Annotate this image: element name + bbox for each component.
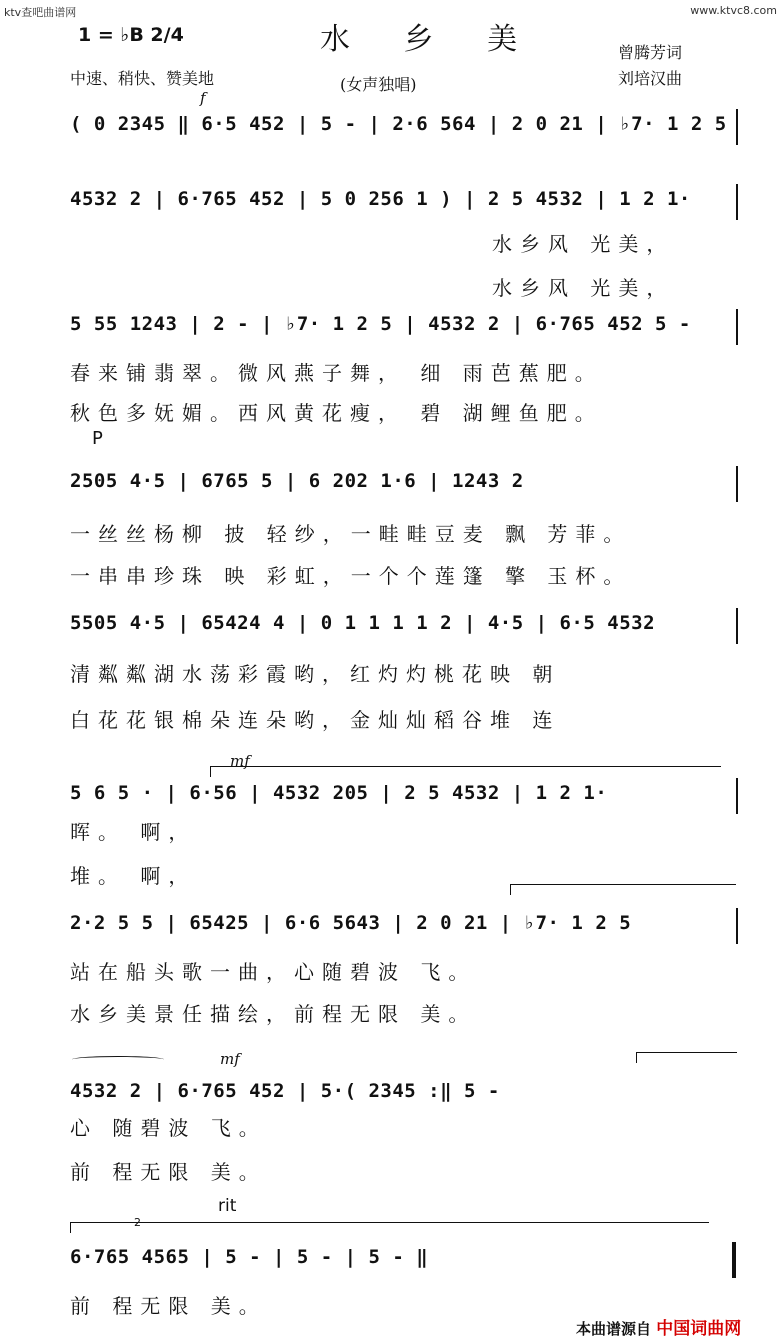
notation-line [70, 774, 738, 810]
barline [736, 309, 738, 345]
barline [736, 608, 738, 644]
lyricist: 曾腾芳词 [618, 43, 683, 62]
notation-line [70, 1072, 738, 1108]
performance-mark: P [92, 428, 103, 449]
lyric-verse-1: 水乡风 光美， [492, 232, 675, 256]
dynamic-mark: mf [220, 1050, 240, 1068]
final-barline [732, 1242, 736, 1278]
notes: 4532 2 | 6·765 452 | 5 0 256 1 ) | 2 5 4532 | 1 2 1· [70, 188, 691, 210]
notes: 5 6 5 · | 6·56 | 4532 205 | 2 5 4532 | 1 2 1· [70, 782, 608, 804]
notes: ( 0 2345 ‖ 6·5 452 | 5 - | 2·6 564 | 2 0 21 | ♭7· 1 2 5 [70, 113, 727, 135]
ending-number: 2 [134, 1216, 141, 1229]
barline [736, 466, 738, 502]
lyric-verse-2: 水乡风 光美， [492, 276, 675, 300]
notes: 6·765 4565 | 5 - | 5 - | 5 - ‖ [70, 1246, 429, 1268]
lyric-verse-1: 晖。 啊， [70, 820, 197, 844]
lyric-verse-1: 心 随碧波 飞。 [70, 1116, 267, 1140]
notation-line [70, 180, 738, 216]
key-signature: 1 = ♭B 2/4 [78, 24, 184, 46]
performance-mark: rit [218, 1196, 237, 1216]
source-label: 本曲谱源自 [576, 1320, 652, 1338]
lyric-verse-1: 站在船头歌一曲，心随碧波 飞。 [70, 960, 477, 984]
barline [736, 908, 738, 944]
lyric-verse-1: 春来铺翡翠。微风燕子舞， 细 雨芭蕉肥。 [70, 361, 603, 385]
notation-line [70, 604, 738, 640]
watermark-left: ktv查吧曲谱网 [4, 6, 77, 19]
lyric-verse-2: 水乡美景任描绘，前程无限 美。 [70, 1002, 477, 1026]
barline [736, 109, 738, 145]
notes: 5505 4·5 | 65424 4 | 0 1 1 1 1 2 | 4·5 | 6·5 4532 [70, 612, 656, 634]
notes: 2·2 5 5 | 65425 | 6·6 5643 | 2 0 21 | ♭7· 1 2 5 [70, 912, 632, 934]
notation-line [70, 1238, 738, 1274]
lyric-verse-2: 前 程无限 美。 [70, 1160, 267, 1184]
notes: 4532 2 | 6·765 452 | 5·( 2345 :‖ 5 - [70, 1080, 500, 1102]
watermark-right: www.ktvc8.com [690, 4, 777, 17]
lyric-verse-2: 秋色多妩媚。西风黄花瘦， 碧 湖鲤鱼肥。 [70, 401, 603, 425]
source-site-link[interactable]: 中国词曲网 [656, 1319, 742, 1339]
notation-line [70, 904, 738, 940]
notes: 2505 4·5 | 6765 5 | 6 202 1·6 | 1243 2 [70, 470, 524, 492]
lyric-verse-2: 白花花银棉朵连朵哟，金灿灿稻谷堆 连 [70, 708, 561, 732]
slur [72, 1056, 164, 1063]
lyric-verse-1: 前 程无限 美。 [70, 1294, 267, 1318]
barline [736, 778, 738, 814]
notation-line [70, 105, 738, 141]
lyric-verse-1: 清粼粼湖水荡彩霞哟，红灼灼桃花映 朝 [70, 662, 561, 686]
notes: 5 55 1243 | 2 - | ♭7· 1 2 5 | 4532 2 | 6·765 452 5 - [70, 313, 691, 335]
lyric-verse-2: 堆。 啊， [70, 864, 197, 888]
volta-bracket [510, 884, 736, 895]
dynamic-mark: mf [230, 752, 250, 770]
composer: 刘培汉曲 [618, 69, 683, 88]
volta-bracket [70, 1222, 709, 1233]
barline [736, 184, 738, 220]
notation-line [70, 305, 738, 341]
source-note [576, 1314, 741, 1339]
notation-line [70, 462, 738, 498]
song-title: 水 乡 美 [320, 22, 540, 57]
lyric-verse-1: 一丝丝杨柳 披 轻纱，一畦畦豆麦 飘 芳菲。 [70, 522, 632, 546]
dynamic-mark: f [200, 89, 206, 107]
lyric-verse-2: 一串串珍珠 映 彩虹，一个个莲篷 擎 玉杯。 [70, 564, 632, 588]
volta-bracket [636, 1052, 737, 1063]
voice-marking: (女声独唱) [340, 75, 417, 94]
tempo-marking: 中速、稍快、赞美地 [70, 69, 215, 88]
